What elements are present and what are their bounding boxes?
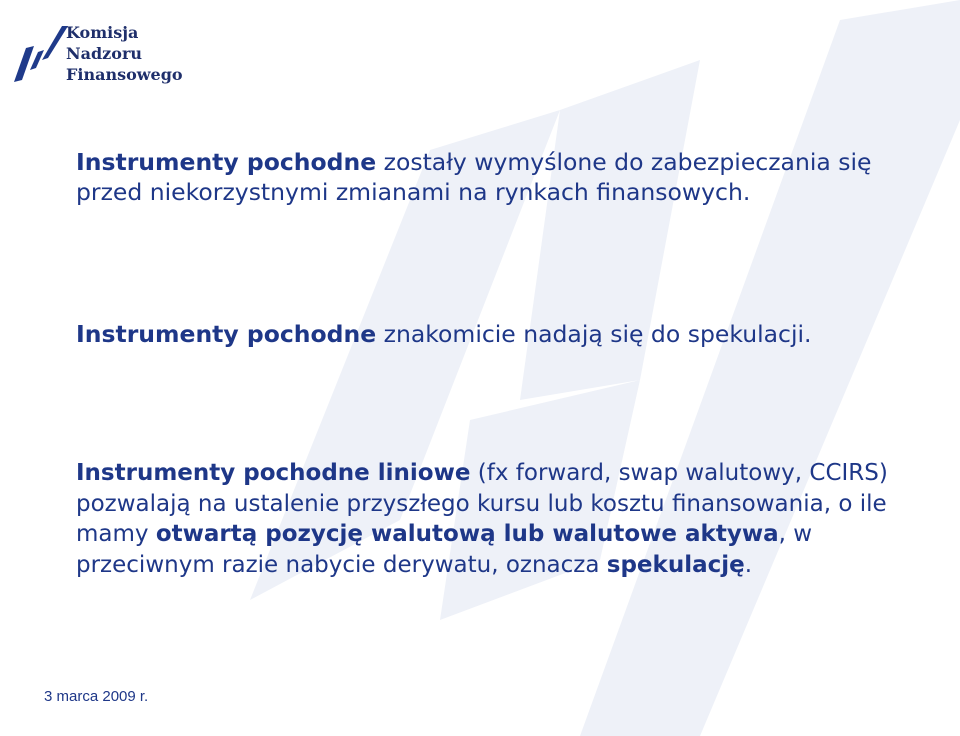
p2-bold: Instrumenty pochodne [76, 320, 377, 348]
footer-date: 3 marca 2009 r. [44, 688, 149, 705]
paragraph-2 [76, 320, 916, 350]
paragraph-1 [76, 148, 916, 207]
p3-bold-3: spekulację [606, 551, 745, 578]
knf-logo-icon [10, 20, 70, 90]
logo-line-3: Finansowego [66, 65, 183, 84]
p3-bold-2: otwartą pozycję walutową lub walutowe aktywa [155, 521, 779, 547]
p1-bold: Instrumenty pochodne [76, 148, 377, 176]
p3-text-2: , w przeciwnym razie nabycie derywatu, oznacza [76, 521, 813, 578]
p3-text-3: . [744, 551, 753, 578]
logo-text [66, 22, 183, 85]
logo-line-2: Nadzoru [66, 44, 142, 63]
p3-bold-1: Instrumenty pochodne liniowe [76, 460, 471, 486]
paragraph-3 [76, 458, 926, 580]
logo-line-1: Komisja [66, 23, 139, 42]
p1-text: zostały wymyślone do zabezpieczania się przed niekorzystnymi zmianami na rynkach finansowych. [76, 148, 872, 206]
p3-text-1: (fx forward, swap walutowy, CCIRS) pozwalają na ustalenie przyszłego kursu lub kosztu finansowania, o ile mamy [76, 460, 888, 547]
p2-text: znakomicie nadają się do spekulacji. [376, 320, 812, 348]
